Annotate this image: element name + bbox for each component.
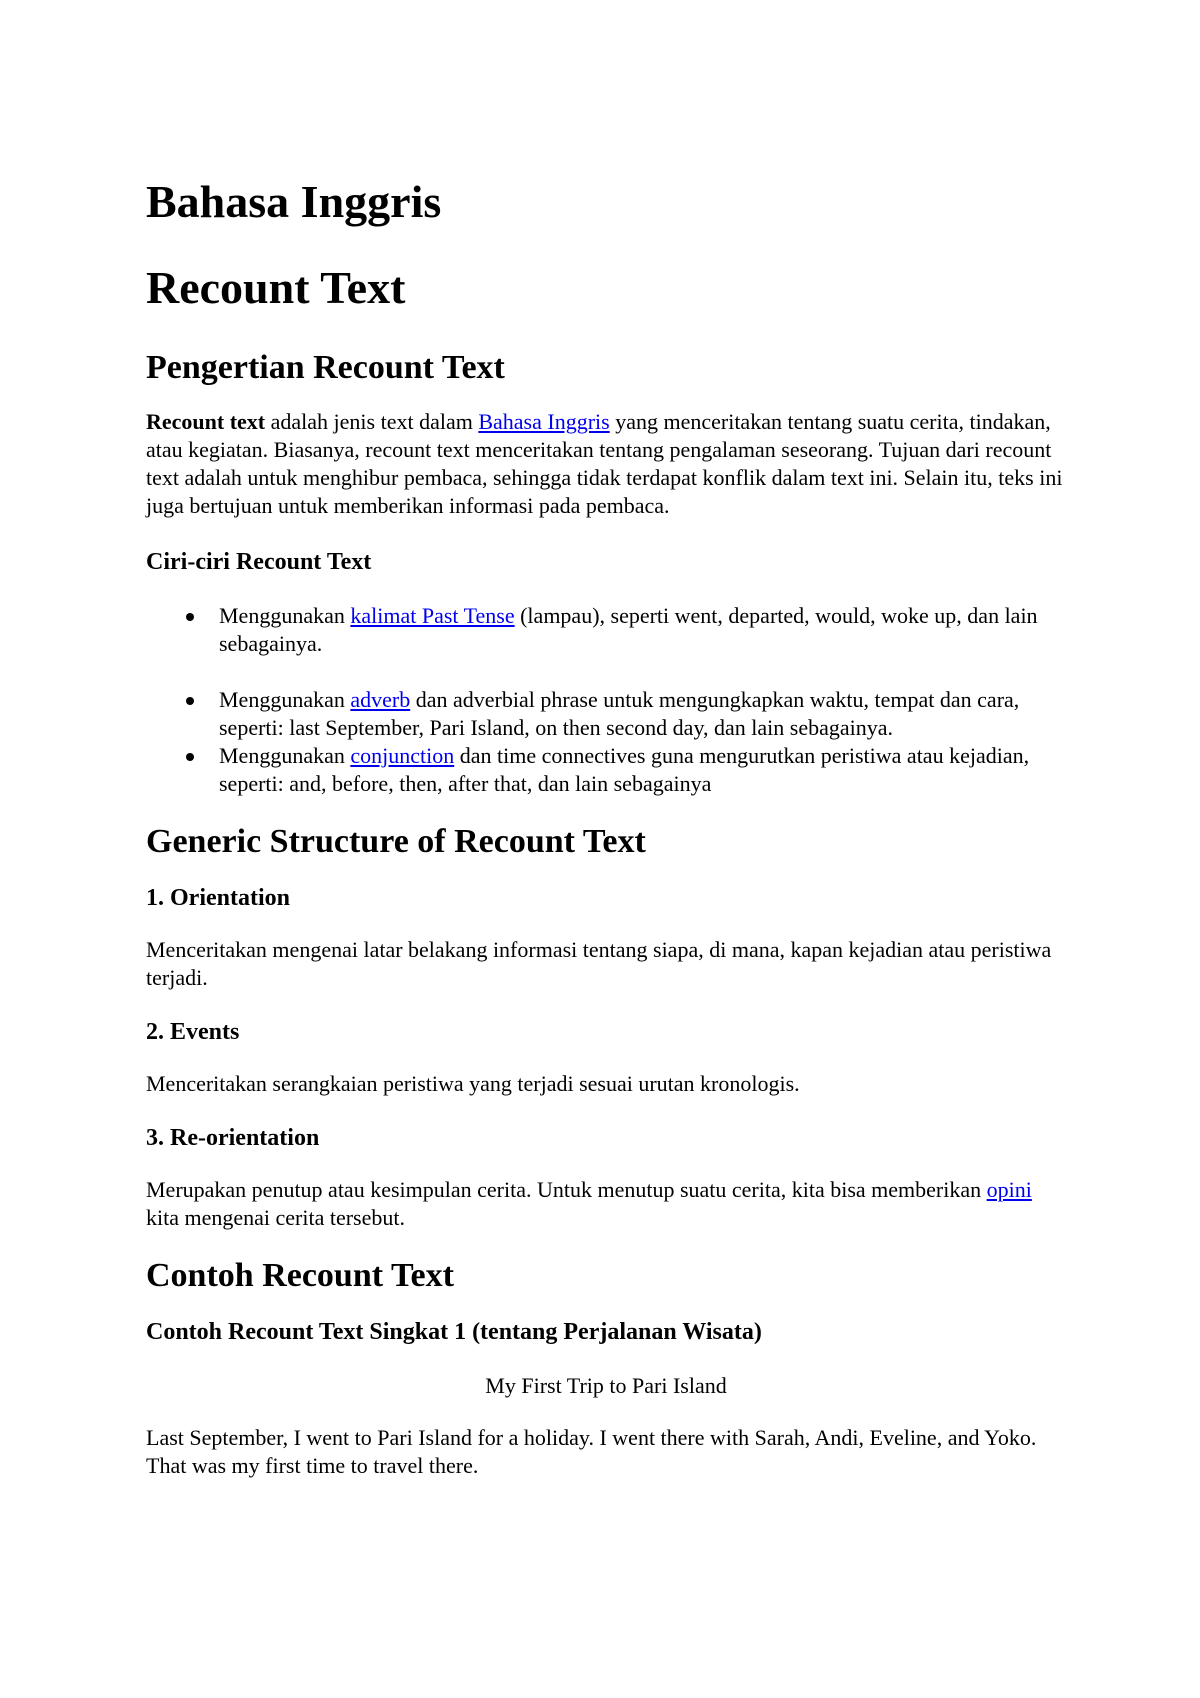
document-content [146, 0, 1066, 1480]
heading-pengertian: Pengertian Recount Text [146, 349, 505, 386]
list-item [219, 602, 1066, 658]
link-adverb[interactable]: adverb [350, 687, 411, 712]
heading-ciri: Ciri-ciri Recount Text [146, 549, 372, 575]
heading-contoh: Contoh Recount Text [146, 1257, 454, 1294]
paragraph-reorientation [146, 1176, 1066, 1232]
paragraph-events: Menceritakan serangkaian peristiwa yang terjadi sesuai urutan kronologis. [146, 1071, 800, 1096]
heading-events: 2. Events [146, 1019, 240, 1045]
link-conjunction[interactable]: conjunction [350, 743, 455, 768]
text-segment: Menggunakan [219, 603, 351, 628]
list-item [219, 686, 1066, 742]
text-segment: (lampau), seperti went, departed, would, woke up, dan lain sebagainya. [219, 603, 1038, 656]
text-segment: Merupakan penutup atau kesimpulan cerita. Untuk menutup suatu cerita, kita bisa memberikan [146, 1177, 987, 1202]
heading-orientation: 1. Orientation [146, 885, 290, 911]
text-segment: dan time connectives guna mengurutkan peristiwa atau kejadian, seperti: and, before, then, after that, dan lain sebagainya [219, 743, 1030, 796]
story-paragraph: Last September, I went to Pari Island for a holiday. I went there with Sarah, Andi, Eveline, and Yoko. That was my first time to travel there. [146, 1425, 1037, 1478]
paragraph-pengertian [146, 408, 1066, 520]
link-past-tense[interactable]: kalimat Past Tense [350, 603, 515, 628]
text-segment: dan adverbial phrase untuk mengungkapkan waktu, tempat dan cara, seperti: last September, Pari Island, on then second day, dan lain sebagainya. [219, 687, 1020, 740]
link-bahasa-inggris[interactable]: Bahasa Inggris [478, 409, 610, 434]
paragraph-orientation: Menceritakan mengenai latar belakang informasi tentang siapa, di mana, kapan kejadian atau peristiwa terjadi. [146, 937, 1052, 990]
list-item [219, 742, 1066, 798]
heading-reorientation: 3. Re-orientation [146, 1125, 320, 1151]
link-opini[interactable]: opini [986, 1177, 1032, 1202]
ciri-list [146, 602, 1066, 798]
page-title: Bahasa Inggris [146, 176, 442, 227]
text-segment: yang menceritakan tentang suatu cerita, tindakan, atau kegiatan. Biasanya, recount text menceritakan tentang pengalaman seseorang. Tujuan dari recount text adalah untuk menghibur pembaca, sehingga tidak terdapat konflik dalam text ini. Selain itu, teks ini juga bertujuan untuk memberikan informasi pada pembaca. [146, 409, 1063, 518]
text-segment: kita mengenai cerita tersebut. [146, 1205, 405, 1230]
text-segment: adalah jenis text dalam [265, 409, 479, 434]
text-segment: Menggunakan [219, 743, 351, 768]
text-segment: Menggunakan [219, 687, 351, 712]
heading-contoh-singkat: Contoh Recount Text Singkat 1 (tentang Perjalanan Wisata) [146, 1319, 762, 1345]
heading-generic-structure: Generic Structure of Recount Text [146, 823, 646, 860]
page-subtitle: Recount Text [146, 262, 406, 313]
story-title: My First Trip to Pari Island [485, 1373, 727, 1398]
bold-term: Recount text [146, 409, 266, 434]
